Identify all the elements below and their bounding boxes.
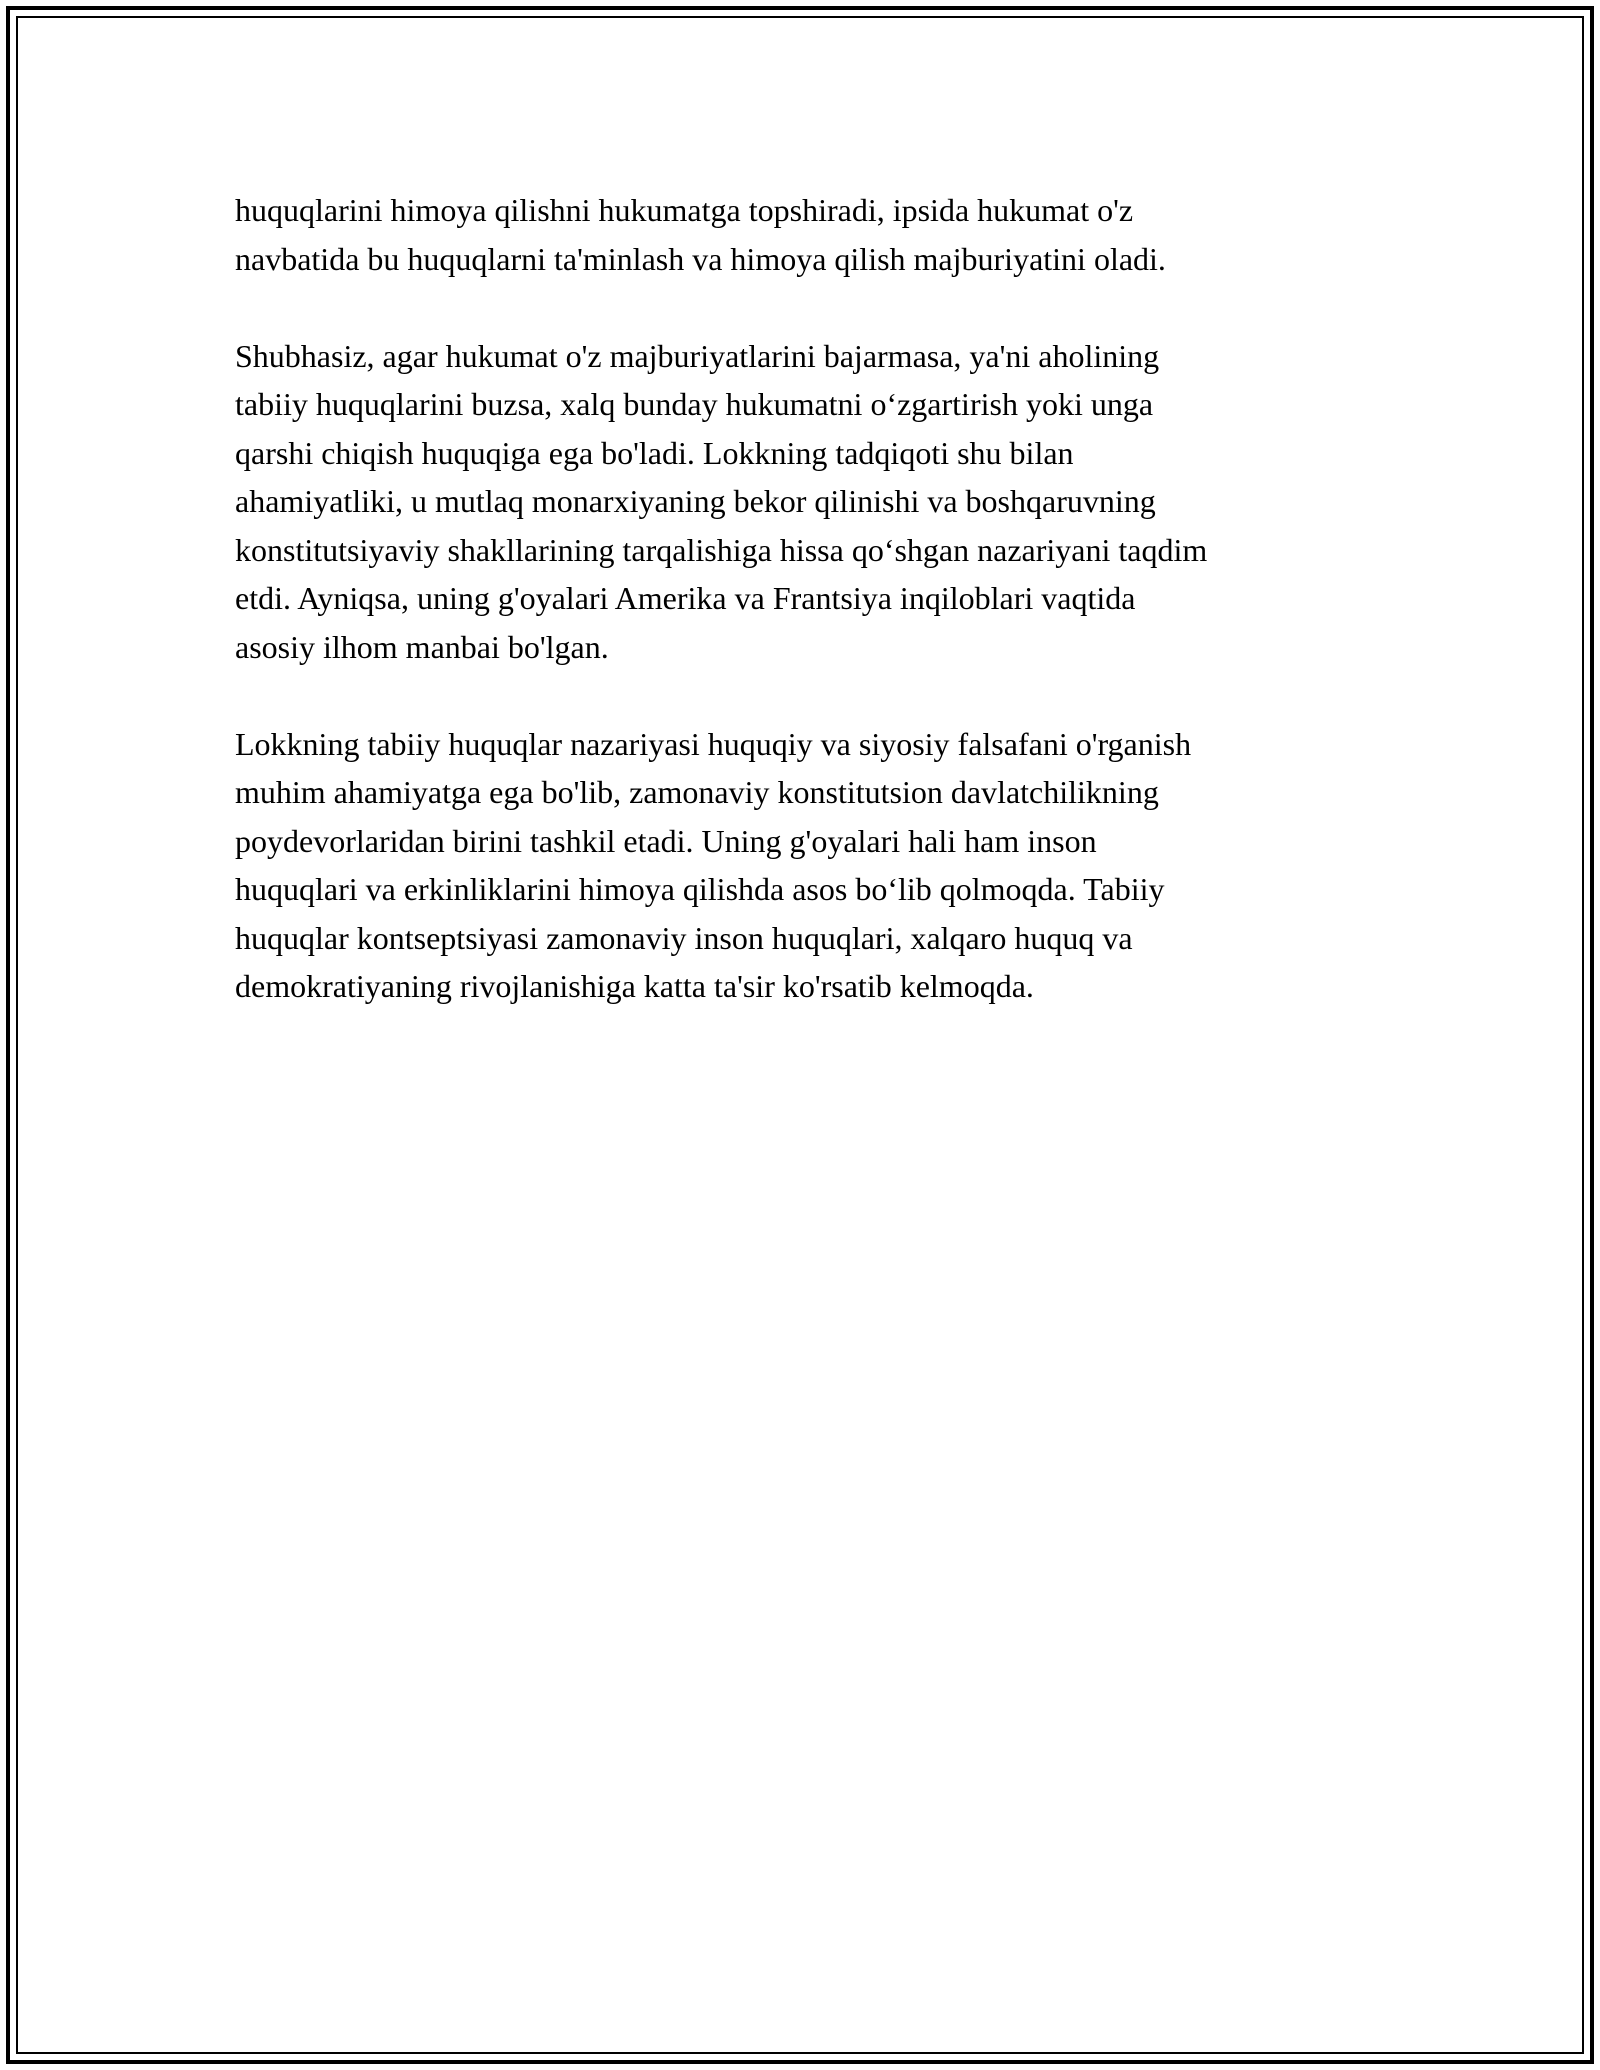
paragraph-3: Lokkning tabiiy huquqlar nazariyasi huquqiy va siyosiy falsafani o'rganish muhim ahamiyatga ega bo'lib, zamonaviy konstitutsion davlatchilikning poydevorlaridan birini tashkil etadi. Uning g'oyalari hali ham inson huquqlari va erkinliklarini himoya qilishda asos bo‘lib qolmoqda. Tabiiy huquqlar kontseptsiyasi zamonaviy inson huquqlari, xalqaro huquq va demokratiyaning rivojlanishiga katta ta'sir ko'rsatib kelmoqda. (235, 725, 1192, 1004)
paragraph-2: Shubhasiz, agar hukumat o'z majburiyatlarini bajarmasa, ya'ni aholining tabiiy huquqlarini buzsa, xalq bunday hukumatni o‘zgartirish yoki unga qarshi chiqish huquqiga ega bo'ladi. Lokkning tadqiqoti shu bilan ahamiyatliki, u mutlaq monarxiyaning bekor qilinishi va boshqaruvning konstitutsiyaviy shakllarining tarqalishiga hissa qo‘shgan nazariyani taqdim etdi. Ayniqsa, uning g'oyalari Amerika va Frantsiya inqiloblari vaqtida asosiy ilhom manbai bo'lgan. (235, 337, 1208, 665)
paragraph-1: huquqlarini himoya qilishni hukumatga topshiradi, ipsida hukumat o'z navbatida bu huquqlarni ta'minlash va himoya qilish majburiyatini oladi. (235, 192, 1166, 277)
document-body (235, 186, 1365, 1059)
